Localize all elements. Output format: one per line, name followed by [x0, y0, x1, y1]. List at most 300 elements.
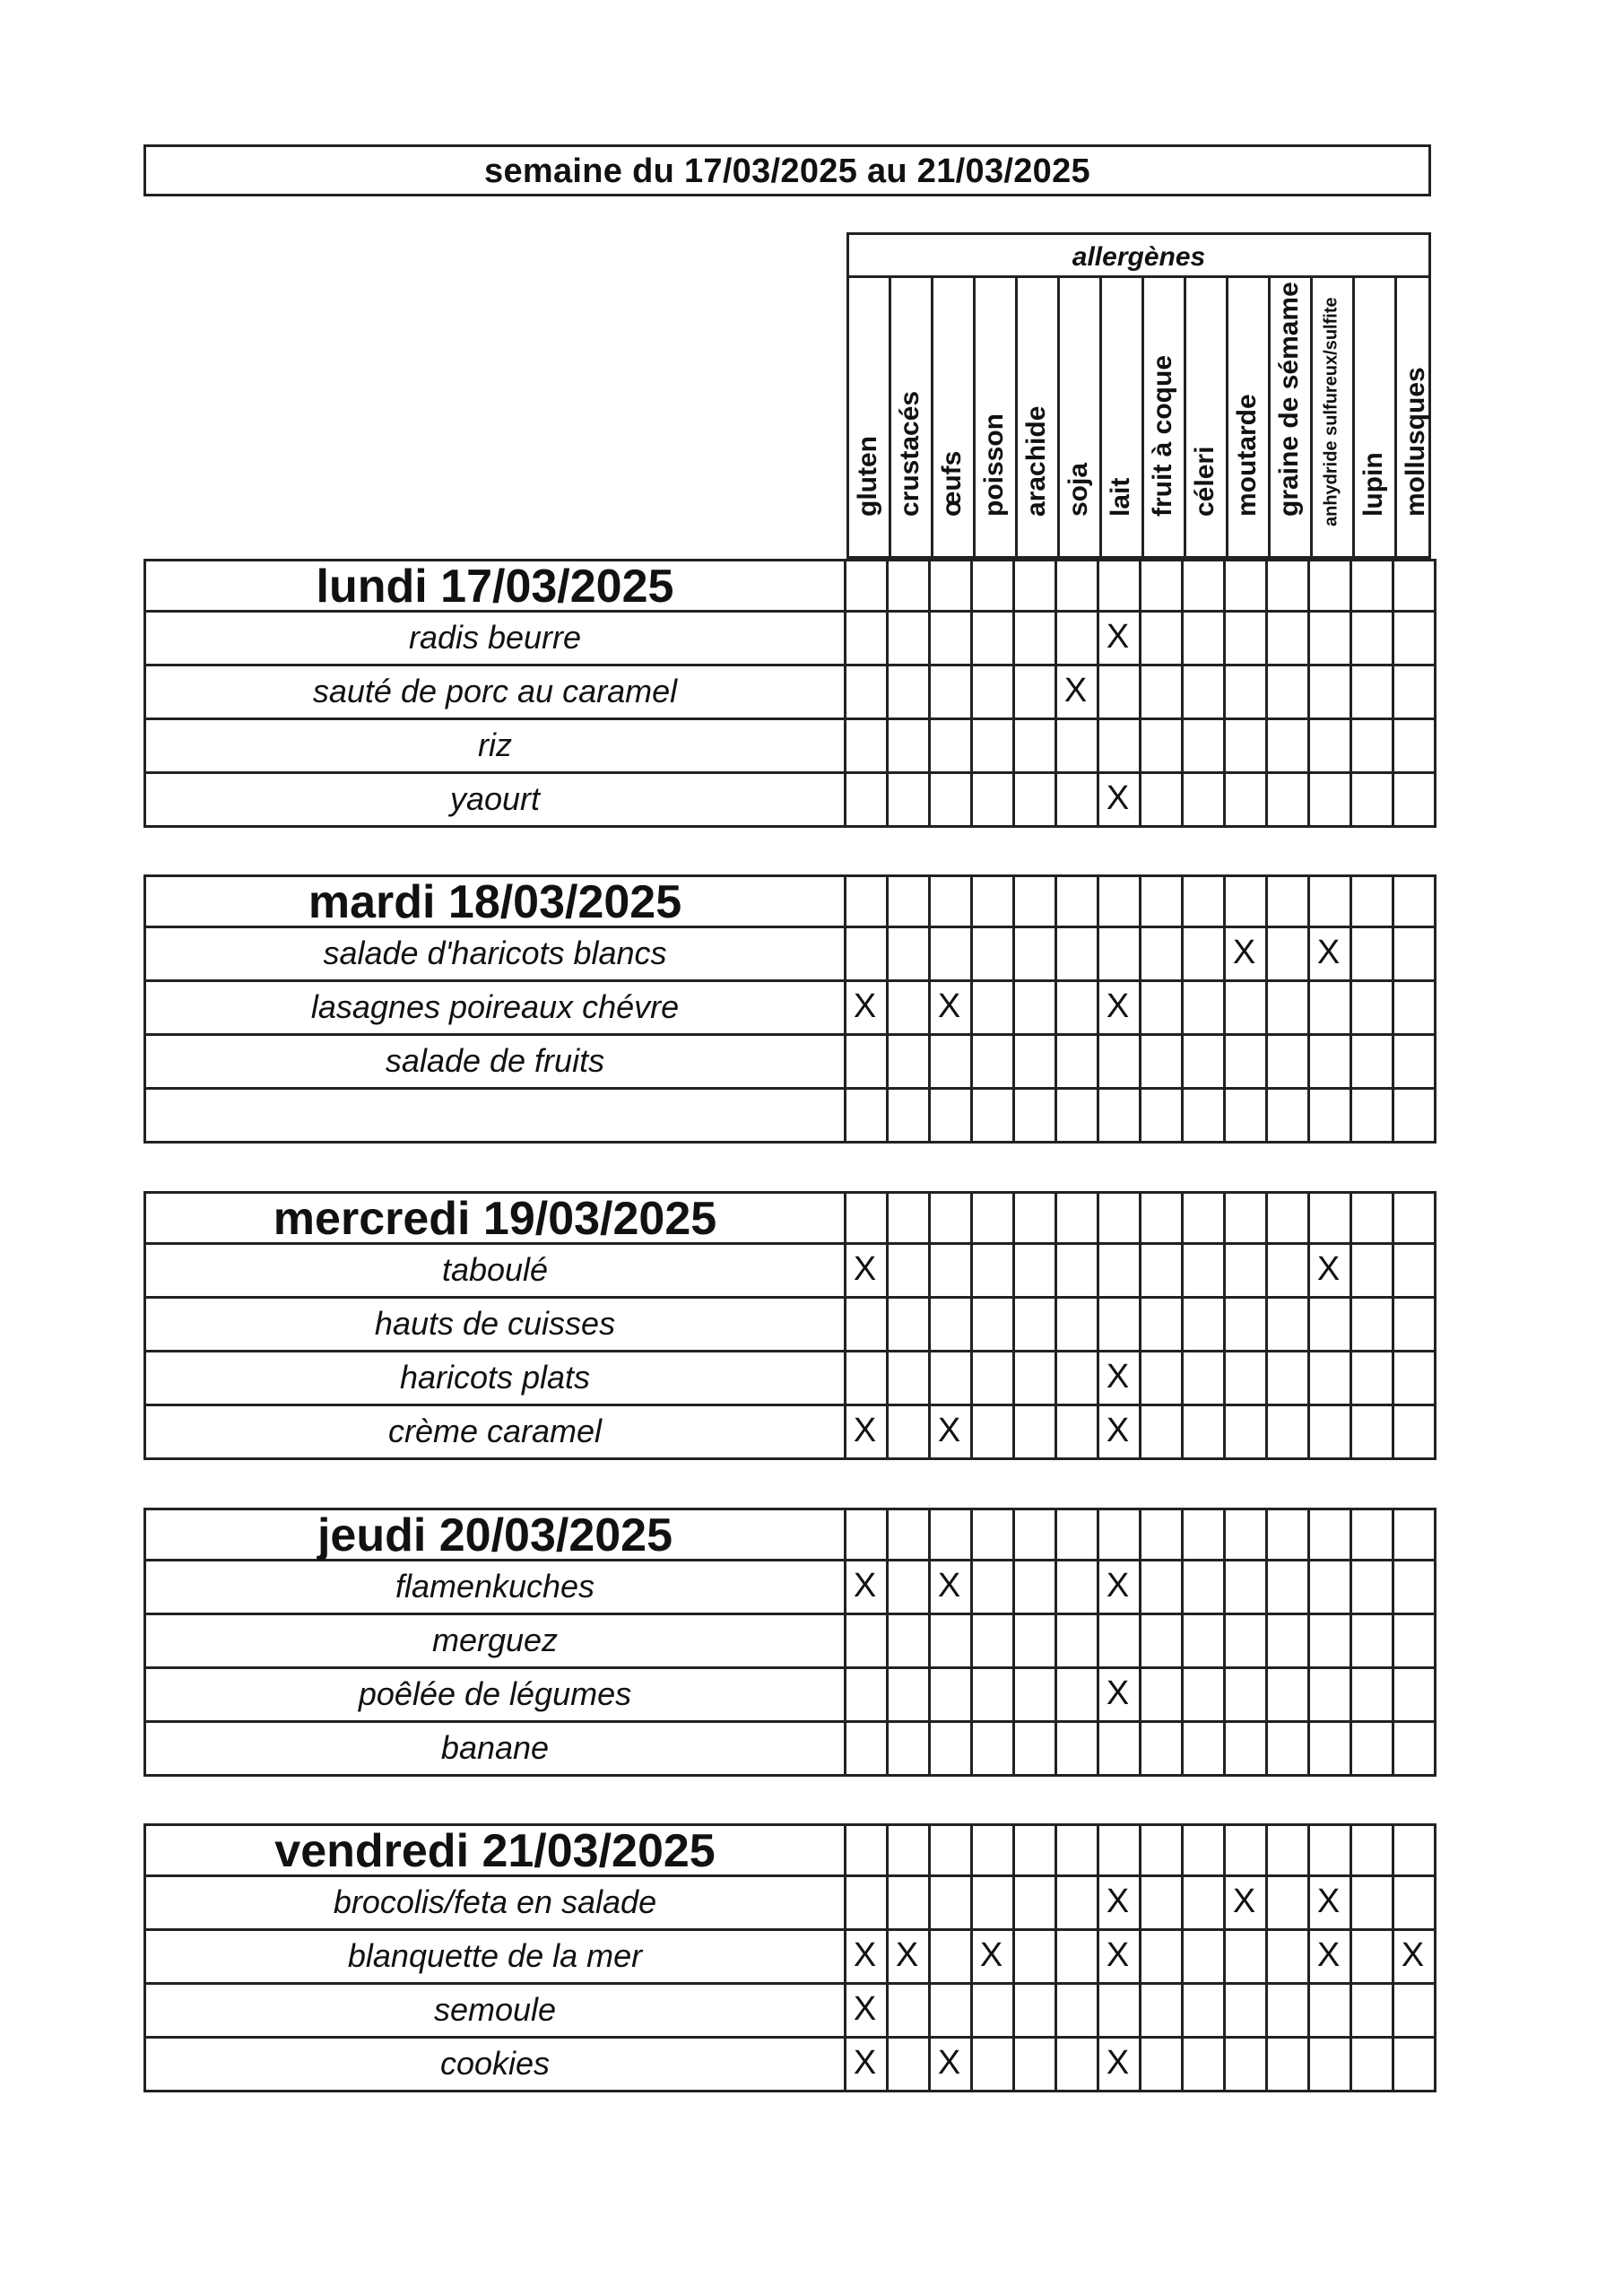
allergen-cell: [1392, 1561, 1436, 1615]
allergen-mark: X: [1316, 1936, 1341, 1974]
allergen-cell: [1265, 1823, 1310, 1877]
allergen-cell: [1223, 1561, 1268, 1615]
allergen-cell: [1055, 559, 1099, 613]
dish-name-cell: [143, 666, 846, 720]
dish-row: [143, 1723, 1431, 1777]
allergen-cell: [1223, 1352, 1268, 1406]
allergen-cell: [1350, 666, 1394, 720]
allergen-cell: [928, 1931, 973, 1985]
allergen-cell: [1139, 1352, 1184, 1406]
allergen-cell: [928, 1036, 973, 1090]
allergen-cell: [1350, 1299, 1394, 1352]
allergen-cell: [1012, 874, 1057, 928]
allergen-header-table: [846, 232, 1431, 559]
allergen-cell: [844, 1245, 889, 1299]
allergen-cell: [1097, 720, 1141, 774]
allergen-cell: [1350, 1245, 1394, 1299]
allergen-header-title: allergènes: [1072, 242, 1206, 272]
allergen-label: fruit à coque: [1147, 354, 1177, 517]
dish-row: [143, 720, 1431, 774]
day-title: mardi 18/03/2025: [308, 876, 682, 928]
allergen-mark: X: [1106, 987, 1130, 1025]
allergen-cell: [928, 2039, 973, 2092]
allergen-cell: [1097, 1352, 1141, 1406]
dish-name-cell: [143, 720, 846, 774]
allergen-cell: [1350, 1406, 1394, 1460]
allergen-cell: [1012, 666, 1057, 720]
allergen-cell: [970, 1823, 1015, 1877]
allergen-cell: [1139, 1191, 1184, 1245]
allergen-cell: [1139, 1615, 1184, 1669]
allergen-cell: [1307, 1299, 1352, 1352]
allergen-cell: [1097, 559, 1141, 613]
day-header-row: [143, 1508, 1431, 1561]
allergen-cell: [970, 1985, 1015, 2039]
allergen-cell: [886, 666, 931, 720]
allergen-cell: [1392, 720, 1436, 774]
allergen-cell: [1350, 1090, 1394, 1144]
allergen-cell: [844, 1931, 889, 1985]
allergen-cell: [1307, 1191, 1352, 1245]
dish-name: flamenkuches: [395, 1568, 595, 1605]
allergen-cell: [844, 1036, 889, 1090]
allergen-cell: [1012, 774, 1057, 828]
allergen-cell: [1350, 1723, 1394, 1777]
allergen-cell: [970, 1877, 1015, 1931]
allergen-cell: [970, 774, 1015, 828]
allergen-cell: [1350, 1985, 1394, 2039]
allergen-cell: [1350, 982, 1394, 1036]
day-title-cell: [143, 1823, 846, 1877]
allergen-cell: [928, 559, 973, 613]
allergen-cell: [970, 1406, 1015, 1460]
allergen-cell: [1223, 1090, 1268, 1144]
allergen-cell: [1307, 1723, 1352, 1777]
allergen-cell: [1097, 928, 1141, 982]
allergen-cell: [928, 774, 973, 828]
allergen-cell: [1055, 666, 1099, 720]
allergen-cell: [1223, 982, 1268, 1036]
day-title-cell: [143, 1508, 846, 1561]
dish-name: sauté de porc au caramel: [312, 673, 678, 709]
allergen-cell: [1350, 720, 1394, 774]
allergen-cell: [1265, 1508, 1310, 1561]
allergen-cell: [1265, 1090, 1310, 1144]
allergen-cell: [886, 774, 931, 828]
allergen-cell: [1350, 1508, 1394, 1561]
allergen-cell: [1223, 1877, 1268, 1931]
allergen-cell: [1097, 1723, 1141, 1777]
allergen-cell: [844, 774, 889, 828]
allergen-cell: [1097, 1245, 1141, 1299]
allergen-cell: [1265, 1985, 1310, 2039]
allergen-cell: [1223, 1508, 1268, 1561]
allergen-cell: [1265, 1191, 1310, 1245]
allergen-cell: [1139, 928, 1184, 982]
allergen-cell: [1307, 1508, 1352, 1561]
allergen-cell: [1223, 613, 1268, 666]
allergen-mark: X: [1316, 1250, 1341, 1288]
allergen-cell: [928, 1669, 973, 1723]
allergen-cell: [1012, 1406, 1057, 1460]
allergen-cell: [1097, 1406, 1141, 1460]
allergen-cell: [1181, 720, 1226, 774]
allergen-cell: [1307, 982, 1352, 1036]
allergen-cell: [1223, 559, 1268, 613]
allergen-label: arachide: [1020, 405, 1051, 517]
allergen-cell: [844, 982, 889, 1036]
allergen-cell: [1392, 774, 1436, 828]
allergen-label: œufs: [936, 450, 967, 517]
allergen-column-header: [1268, 278, 1310, 547]
allergen-cell: [1223, 1245, 1268, 1299]
allergen-cell: [1307, 1406, 1352, 1460]
allergen-cell: [1350, 1669, 1394, 1723]
dish-name: taboulé: [441, 1251, 549, 1288]
allergen-cell: [1055, 1931, 1099, 1985]
allergen-cell: [1392, 1191, 1436, 1245]
allergen-cell: [1392, 874, 1436, 928]
allergen-cell: [844, 1508, 889, 1561]
allergen-cell: [886, 1615, 931, 1669]
day-title-cell: [143, 559, 846, 613]
day-title: vendredi 21/03/2025: [274, 1825, 716, 1877]
allergen-cell: [1055, 1823, 1099, 1877]
dish-name-cell: [143, 1299, 846, 1352]
allergen-mark: X: [1232, 1883, 1256, 1920]
dish-name: yaourt: [449, 780, 541, 817]
allergen-cell: [1307, 774, 1352, 828]
allergen-cell: [1223, 1985, 1268, 2039]
allergen-cell: [970, 1931, 1015, 1985]
allergen-cell: [1181, 874, 1226, 928]
allergen-cell: [1181, 1299, 1226, 1352]
dish-name: blanquette de la mer: [347, 1937, 643, 1974]
allergen-cell: [1012, 1191, 1057, 1245]
allergen-cell: [1139, 666, 1184, 720]
allergen-cell: [1055, 1508, 1099, 1561]
allergen-cell: [1139, 1299, 1184, 1352]
allergen-label: mollusques: [1400, 367, 1430, 517]
allergen-cell: [1181, 1036, 1226, 1090]
allergen-cell: [1223, 2039, 1268, 2092]
allergen-cell: [1307, 1823, 1352, 1877]
allergen-cell: [844, 1985, 889, 2039]
allergen-cell: [1012, 2039, 1057, 2092]
allergen-column-header: [1394, 278, 1436, 547]
allergen-mark: X: [895, 1936, 919, 1974]
allergen-cell: [886, 559, 931, 613]
allergen-cell: [886, 1561, 931, 1615]
allergen-cell: [1265, 982, 1310, 1036]
allergen-cell: [1181, 1823, 1226, 1877]
day-title-cell: [143, 874, 846, 928]
allergen-cell: [1392, 1669, 1436, 1723]
allergen-cell: [1223, 1299, 1268, 1352]
allergen-cell: [886, 1245, 931, 1299]
allergen-cell: [1055, 720, 1099, 774]
allergen-cell: [1139, 720, 1184, 774]
allergen-cell: [1307, 1352, 1352, 1406]
allergen-cell: [1265, 613, 1310, 666]
allergen-mark: X: [1106, 779, 1130, 817]
allergen-cell: [1392, 1985, 1436, 2039]
allergen-cell: [1223, 1615, 1268, 1669]
allergen-cell: [970, 1036, 1015, 1090]
allergen-cell: [1392, 2039, 1436, 2092]
dish-name-cell: [143, 1406, 846, 1460]
allergen-cell: [1392, 982, 1436, 1036]
allergen-cell: [1350, 1036, 1394, 1090]
allergen-cell: [886, 1877, 931, 1931]
allergen-mark: X: [1232, 934, 1256, 971]
allergen-cell: [844, 1191, 889, 1245]
allergen-cell: [886, 720, 931, 774]
dish-row: [143, 1352, 1431, 1406]
allergen-mark: X: [979, 1936, 1003, 1974]
allergen-cell: [844, 1669, 889, 1723]
dish-name: haricots plats: [399, 1359, 591, 1396]
allergen-cell: [1012, 1299, 1057, 1352]
allergen-cell: [1055, 2039, 1099, 2092]
dish-row: [143, 982, 1431, 1036]
allergen-cell: [1265, 1669, 1310, 1723]
allergen-mark: X: [853, 1990, 877, 2028]
dish-row: [143, 1299, 1431, 1352]
dish-name-cell: [143, 1931, 846, 1985]
allergen-mark: X: [853, 1250, 877, 1288]
dish-row: [143, 1985, 1431, 2039]
allergen-cell: [1181, 1561, 1226, 1615]
allergen-cell: [1392, 1245, 1436, 1299]
allergen-cell: [1012, 1823, 1057, 1877]
allergen-cell: [1139, 1090, 1184, 1144]
allergen-cell: [970, 666, 1015, 720]
allergen-cell: [928, 1823, 973, 1877]
allergen-cell: [886, 613, 931, 666]
allergen-cell: [1307, 1669, 1352, 1723]
allergen-cell: [1181, 613, 1226, 666]
allergen-cell: [1392, 1299, 1436, 1352]
allergen-cell: [844, 1352, 889, 1406]
allergen-cell: [970, 1090, 1015, 1144]
allergen-cell: [928, 1245, 973, 1299]
allergen-cell: [928, 1406, 973, 1460]
allergen-cell: [1181, 1877, 1226, 1931]
allergen-cell: [1012, 720, 1057, 774]
allergen-column-header: [1226, 278, 1268, 547]
dish-name-cell: [143, 982, 846, 1036]
allergen-cell: [1097, 613, 1141, 666]
allergen-column-header: [931, 278, 973, 547]
allergen-cell: [1350, 1615, 1394, 1669]
allergen-cell: [928, 720, 973, 774]
allergen-label: soja: [1063, 462, 1093, 517]
allergen-cell: [1097, 1823, 1141, 1877]
allergen-cell: [1181, 774, 1226, 828]
week-header: [143, 144, 1431, 196]
allergen-label: lait: [1105, 477, 1135, 517]
allergen-cell: [1012, 982, 1057, 1036]
allergen-cell: [1223, 1823, 1268, 1877]
dish-name-cell: [143, 1036, 846, 1090]
allergen-cell: [1265, 1036, 1310, 1090]
allergen-cell: [1012, 559, 1057, 613]
allergen-label: moutarde: [1231, 394, 1262, 517]
dish-name-cell: [143, 928, 846, 982]
allergen-cell: [1265, 1299, 1310, 1352]
dish-row: [143, 666, 1431, 720]
allergen-column-header: [1352, 278, 1394, 547]
allergen-cell: [1265, 559, 1310, 613]
allergen-cell: [886, 1508, 931, 1561]
allergen-cell: [928, 1508, 973, 1561]
allergen-cell: [1181, 1352, 1226, 1406]
allergen-cell: [1097, 1508, 1141, 1561]
dish-row: [143, 1036, 1431, 1090]
allergen-cell: [970, 1561, 1015, 1615]
allergen-cell: [1181, 1985, 1226, 2039]
allergen-mark: X: [1106, 2044, 1130, 2082]
allergen-mark: X: [1401, 1936, 1425, 1974]
allergen-cell: [1392, 559, 1436, 613]
allergen-cell: [1012, 613, 1057, 666]
allergen-cell: [970, 1508, 1015, 1561]
allergen-cell: [970, 1615, 1015, 1669]
dish-row: [143, 1245, 1431, 1299]
allergen-cell: [928, 1299, 973, 1352]
allergen-cell: [1350, 928, 1394, 982]
allergen-mark: X: [1106, 1883, 1130, 1920]
allergen-cell: [1350, 1823, 1394, 1877]
allergen-column-header: [846, 278, 889, 547]
allergen-column-header: [1310, 278, 1352, 547]
allergen-cell: [1055, 1090, 1099, 1144]
allergen-cell: [1012, 1352, 1057, 1406]
allergen-cell: [886, 1036, 931, 1090]
allergen-cell: [1055, 613, 1099, 666]
allergen-cell: [1265, 720, 1310, 774]
allergen-cell: [1055, 874, 1099, 928]
allergen-cell: [1097, 666, 1141, 720]
allergen-cell: [1012, 928, 1057, 982]
dish-name-cell: [143, 1090, 846, 1144]
allergen-cell: [886, 874, 931, 928]
allergen-cell: [1307, 1931, 1352, 1985]
allergen-cell: [844, 874, 889, 928]
allergen-mark: X: [1316, 934, 1341, 971]
allergen-label: anhydride sulfureux/sulfite: [1321, 297, 1341, 526]
allergen-cell: [1097, 1985, 1141, 2039]
allergen-cell: [1097, 774, 1141, 828]
allergen-cell: [1139, 1723, 1184, 1777]
allergen-mark: X: [853, 987, 877, 1025]
allergen-cell: [1307, 2039, 1352, 2092]
dish-row: [143, 1406, 1431, 1460]
allergen-cell: [970, 1191, 1015, 1245]
day-header-row: [143, 1823, 1431, 1877]
allergen-cell: [1055, 982, 1099, 1036]
allergen-cell: [886, 1090, 931, 1144]
dish-name: banane: [440, 1729, 550, 1766]
dish-row: [143, 2039, 1431, 2092]
allergen-cell: [1139, 559, 1184, 613]
allergen-cell: [1139, 1561, 1184, 1615]
allergen-mark: X: [853, 1936, 877, 1974]
allergen-cell: [886, 1931, 931, 1985]
allergen-cell: [1055, 1191, 1099, 1245]
allergen-cell: [886, 928, 931, 982]
allergen-cell: [1223, 874, 1268, 928]
week-title: semaine du 17/03/2025 au 21/03/2025: [484, 152, 1090, 190]
allergen-label: gluten: [852, 436, 882, 517]
allergen-cell: [1350, 1191, 1394, 1245]
allergen-column-header: [1099, 278, 1141, 547]
allergen-cell: [928, 982, 973, 1036]
allergen-cell: [928, 1615, 973, 1669]
allergen-cell: [970, 2039, 1015, 2092]
dish-name: salade d'haricots blancs: [323, 935, 667, 971]
allergen-cell: [1392, 1508, 1436, 1561]
allergen-cell: [1223, 1669, 1268, 1723]
allergen-cell: [1139, 1669, 1184, 1723]
allergen-cell: [844, 559, 889, 613]
allergen-cell: [1265, 1561, 1310, 1615]
allergen-cell: [886, 1823, 931, 1877]
allergen-cell: [1012, 1508, 1057, 1561]
allergen-cell: [1265, 874, 1310, 928]
dish-name: lasagnes poireaux chévre: [310, 988, 680, 1025]
allergen-cell: [844, 666, 889, 720]
day-title: lundi 17/03/2025: [316, 561, 674, 613]
allergen-cell: [886, 1669, 931, 1723]
allergen-cell: [970, 1245, 1015, 1299]
dish-row: [143, 774, 1431, 828]
allergen-cell: [970, 1299, 1015, 1352]
allergen-cell: [970, 1352, 1015, 1406]
allergen-cell: [886, 1299, 931, 1352]
allergen-cell: [1181, 928, 1226, 982]
allergen-cell: [1350, 1561, 1394, 1615]
dish-name-cell: [143, 613, 846, 666]
dish-row: [143, 928, 1431, 982]
allergen-cell: [1012, 1615, 1057, 1669]
allergen-cell: [1181, 2039, 1226, 2092]
allergen-cell: [928, 1352, 973, 1406]
allergen-cell: [1139, 1877, 1184, 1931]
dish-name-cell: [143, 1669, 846, 1723]
allergen-mark: X: [1106, 1936, 1130, 1974]
allergen-cell: [844, 1615, 889, 1669]
allergen-cell: [1139, 982, 1184, 1036]
allergen-cell: [1265, 2039, 1310, 2092]
allergen-cell: [1392, 1877, 1436, 1931]
allergen-cell: [844, 1723, 889, 1777]
allergen-cell: [970, 1723, 1015, 1777]
allergen-cell: [844, 1823, 889, 1877]
allergen-cell: [928, 1561, 973, 1615]
allergen-cell: [1181, 666, 1226, 720]
allergen-cell: [970, 559, 1015, 613]
allergen-cell: [1097, 1036, 1141, 1090]
allergen-cell: [1055, 928, 1099, 982]
allergen-cell: [1012, 1036, 1057, 1090]
allergen-cell: [1223, 1406, 1268, 1460]
allergen-cell: [970, 928, 1015, 982]
allergen-cell: [1181, 1191, 1226, 1245]
allergen-cell: [1097, 1191, 1141, 1245]
allergen-cell: [1055, 774, 1099, 828]
